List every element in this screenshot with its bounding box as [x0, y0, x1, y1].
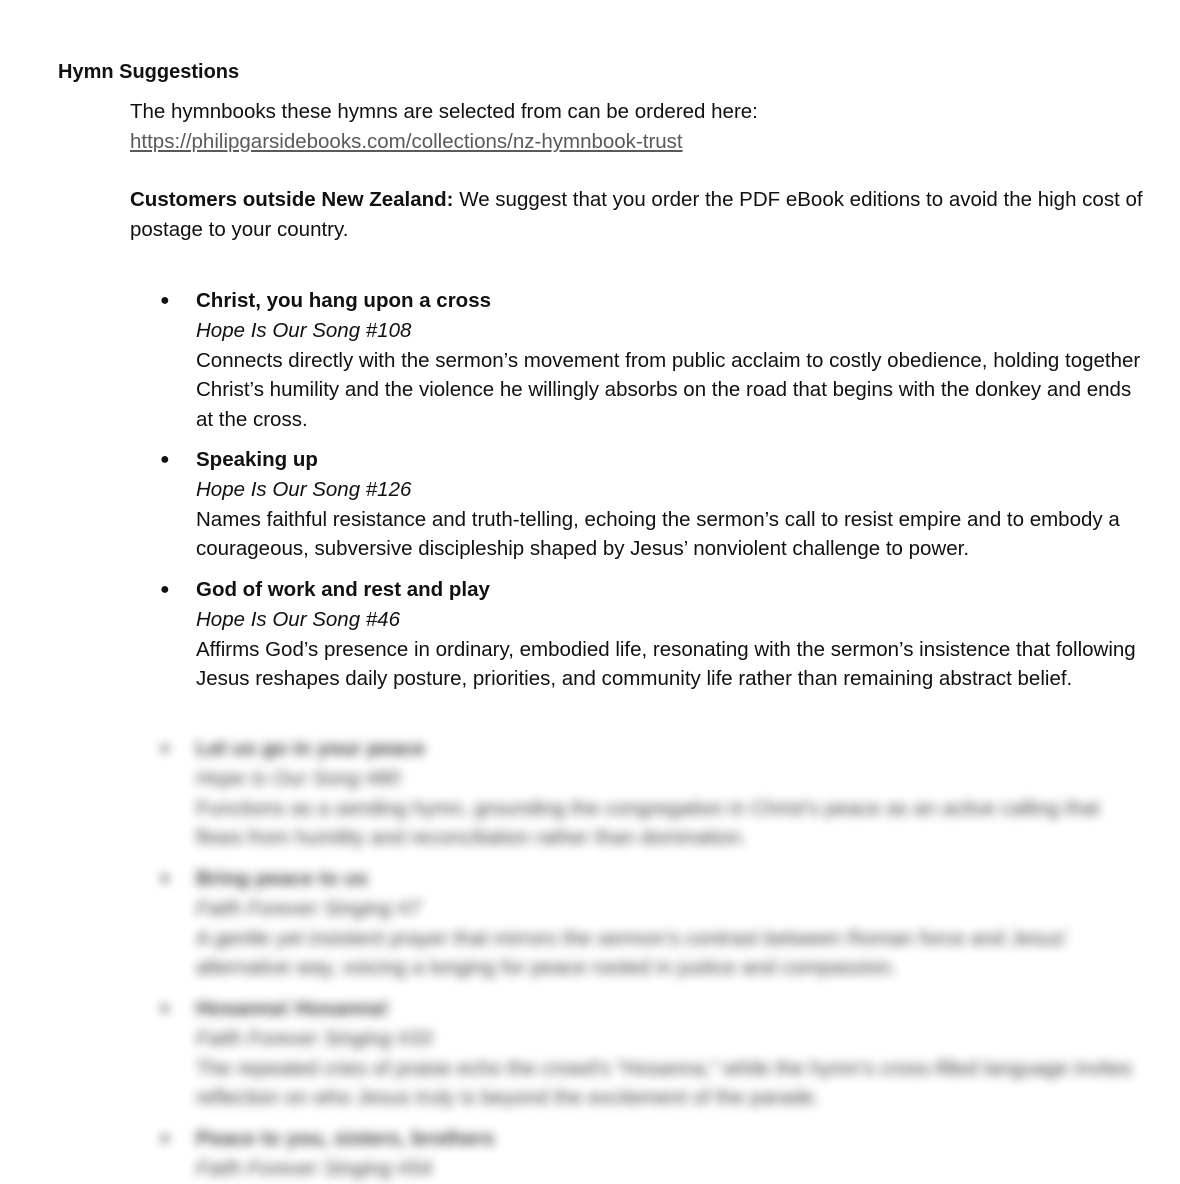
hymn-title: Let us go in your peace — [196, 737, 425, 760]
list-item — [160, 994, 1151, 1113]
page-title: Hymn Suggestions — [58, 61, 240, 83]
hymn-source: Faith Forever Singing #7 — [196, 896, 421, 920]
bullet-icon: ● — [160, 1130, 170, 1147]
list-item — [160, 864, 1151, 983]
hymn-title: God of work and rest and play — [196, 578, 490, 601]
hymn-description: The repeated cries of praise echo the crowd’s “Hosanna,” while the hymn’s cross-filled language invites reflection on who Jesus truly is beyond the excitement of the parade. — [196, 1056, 1132, 1110]
list-item — [160, 1124, 1151, 1184]
hymnbook-link[interactable]: https://philipgarsidebooks.com/collections/nz-hymnbook-trust — [130, 130, 683, 153]
bullet-icon: ● — [160, 740, 170, 757]
list-item — [160, 575, 1151, 694]
hymn-source: Hope Is Our Song #80 — [196, 766, 400, 790]
hymn-title: Speaking up — [196, 448, 318, 471]
intro-paragraph — [130, 97, 1150, 157]
hymn-title: Christ, you hang upon a cross — [196, 289, 492, 312]
bullet-icon: ● — [160, 451, 170, 468]
bullet-icon: ● — [160, 581, 170, 598]
hymn-title: Peace to you, sisters, brothers — [196, 1127, 495, 1150]
shipping-note-text: We suggest that you order the PDF eBook editions to avoid the high cost of postage to your country. — [130, 188, 1143, 241]
list-item — [160, 286, 1151, 435]
hymn-source: Faith Forever Singing #33 — [196, 1026, 432, 1050]
bullet-icon: ● — [160, 1000, 170, 1017]
shipping-note — [130, 185, 1145, 245]
hymn-title: Hosanna! Hosanna! — [196, 997, 389, 1020]
hymn-description: Affirms God’s presence in ordinary, embodied life, resonating with the sermon’s insistence that following Jesus reshapes daily posture, priorities, and community life rather than remaining abstract belief. — [196, 637, 1136, 691]
hymn-description: A gentle yet insistent prayer that mirrors the sermon’s contrast between Roman force and Jesus’ alternative way, voicing a longing for peace rooted in justice and compassion. — [196, 926, 1068, 980]
bullet-icon: ● — [160, 292, 170, 309]
list-item — [160, 445, 1151, 564]
hymn-source: Hope Is Our Song #46 — [196, 607, 400, 631]
hymn-description: Connects directly with the sermon’s movement from public acclaim to costly obedience, holding together Christ’s humility and the violence he willingly absorbs on the road that begins with the donkey and ends at the cross. — [196, 348, 1141, 432]
hymn-title: Bring peace to us — [196, 867, 369, 890]
hymn-source: Hope Is Our Song #126 — [196, 477, 412, 501]
hymn-source: Hope Is Our Song #108 — [196, 318, 412, 342]
intro-text: The hymnbooks these hymns are selected from can be ordered here: — [130, 100, 758, 123]
hymn-description: Names faithful resistance and truth-telling, echoing the sermon’s call to resist empire and to embody a courageous, subversive discipleship shaped by Jesus’ nonviolent challenge to power. — [196, 507, 1120, 561]
shipping-note-label: Customers outside New Zealand: — [130, 188, 454, 211]
bullet-icon: ● — [160, 870, 170, 887]
list-item — [160, 734, 1151, 853]
hymn-description: Functions as a sending hymn, grounding the congregation in Christ’s peace as an active calling that flows from humility and reconciliation rather than domination. — [196, 796, 1100, 850]
hymn-source: Faith Forever Singing #54 — [196, 1156, 432, 1180]
